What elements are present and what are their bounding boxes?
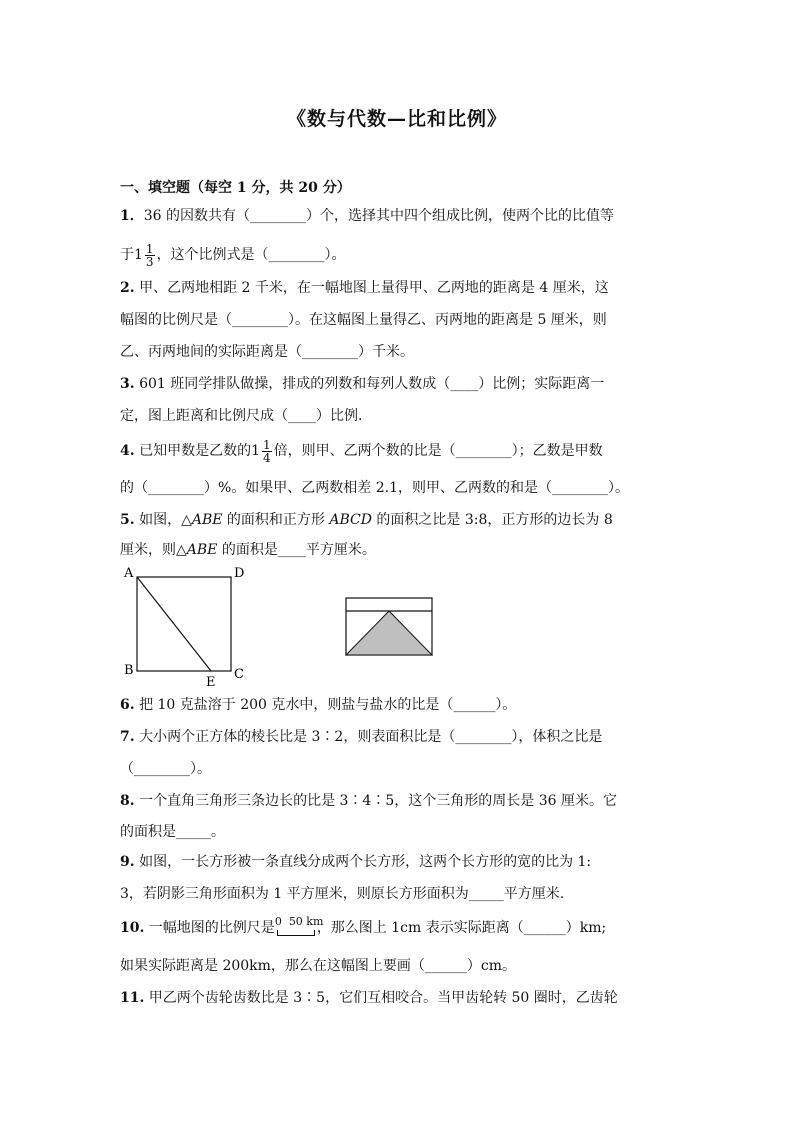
scale-label-distance: 50 km [288, 915, 324, 928]
question-4-fraction [262, 439, 272, 464]
question-9-number: 9. [120, 854, 135, 870]
question-1-number: 1． [120, 208, 144, 224]
question-1-line-2 [120, 240, 680, 270]
question-10-text-1a: 一幅地图的比例尺是 [144, 920, 275, 936]
question-6-line-1 [120, 695, 680, 715]
question-4-fraction-numerator: 1 [263, 437, 271, 452]
question-8-number: 8. [120, 793, 135, 809]
question-10-line-1 [120, 915, 680, 938]
question-7-text-1: 大小两个正方体的棱长比是 3∶2，则表面积比是（________），体积之比是 [134, 729, 603, 745]
label-d: D [234, 566, 245, 581]
question-3-number: 3. [120, 376, 135, 392]
question-1-fraction-numerator: 1 [145, 241, 154, 256]
section-heading: 一、填空题（每空 1 分，共 20 分） [120, 180, 351, 196]
question-4-number: 4. [120, 443, 135, 459]
question-5-text-2a: 厘米，则△ [120, 542, 187, 558]
question-4-fraction-denominator: 4 [263, 450, 271, 465]
question-2-line-1 [120, 278, 680, 298]
split-rectangle-figure [345, 597, 435, 657]
question-5-text-1a: 如图，△ [134, 512, 192, 528]
question-5-line-1 [120, 510, 680, 530]
question-5-text-1c: 的面积之比是 3:8，正方形的边长为 8 [371, 512, 613, 528]
shaded-triangle [346, 611, 432, 655]
question-4-line-2: 的（________）%。如果甲、乙两数相差 2.1，则甲、乙两数的和是（________）。 [120, 480, 630, 496]
question-11-line-1 [120, 988, 680, 1008]
question-9-text-1: 如图，一长方形被一条直线分成两个长方形，这两个长方形的宽的比为 1: [134, 854, 592, 870]
label-e: E [206, 675, 216, 690]
question-2-line-3: 乙、丙两地间的实际距离是（________）千米。 [120, 344, 414, 360]
question-1-text-2a: 于 [120, 247, 134, 263]
question-5-triangle-label-2: ABE [186, 542, 218, 558]
question-5-text-1b: 的面积和正方形 [222, 512, 330, 528]
question-7-line-1 [120, 727, 680, 747]
question-3-text-1: 601 班同学排队做操，排成的列数和每列人数成（____）比例；实际距离一 [134, 376, 605, 392]
question-3-line-1 [120, 374, 680, 394]
question-8-line-1 [120, 791, 680, 811]
question-1-text-1: 36 的因数共有（________）个，选择其中四个组成比例，使两个比的比值等 [143, 208, 615, 224]
scale-label-zero: 0 [274, 915, 282, 928]
question-4-text-1a: 已知甲数是乙数的 [134, 443, 252, 459]
question-2-text-1: 甲、乙两地相距 2 千米，在一幅地图上量得甲、乙两地的距离是 4 厘米，这 [134, 280, 609, 296]
question-9-line-1 [120, 852, 680, 872]
square-outline [137, 577, 231, 671]
question-5-text-2b: 的面积是____平方厘米。 [217, 542, 376, 558]
question-8-text-1: 一个直角三角形三条边长的比是 3∶4∶5，这个三角形的周长是 36 厘米。它 [134, 793, 617, 809]
question-10-text-1b: ，那么图上 1cm 表示实际距离（______）km; [316, 920, 607, 936]
question-10-number: 10. [120, 920, 145, 936]
question-4-line-1 [120, 436, 680, 466]
question-1-fraction-whole: 1 [134, 247, 143, 263]
question-5-line-2 [120, 540, 680, 560]
square-abcd-figure [120, 562, 260, 690]
question-1-text-2b: ，这个比例式是（________）。 [156, 247, 346, 263]
question-1-line-1 [120, 206, 680, 226]
question-10-line-2: 如果实际距离是 200km，那么在这幅图上要画（______）cm。 [120, 958, 517, 974]
diagonal-line-ae [137, 577, 211, 671]
question-1-fraction-denominator: 3 [145, 254, 154, 269]
question-6-number: 6. [120, 697, 135, 713]
question-2-number: 2. [120, 280, 135, 296]
question-9-line-2: 3，若阴影三角形面积为 1 平方厘米，则原长方形面积为_____平方厘米. [120, 886, 565, 902]
question-5-number: 5. [120, 512, 135, 528]
question-8-line-2: 的面积是_____。 [120, 824, 225, 840]
scale-bar-line [277, 930, 315, 936]
label-b: B [124, 663, 134, 678]
page-title: 《数与代数—比和比例》 [286, 108, 507, 130]
question-11-text-1: 甲乙两个齿轮齿数比是 3∶5，它们互相咬合。当甲齿轮转 50 圈时，乙齿轮 [144, 990, 618, 1006]
question-4-text-1b: 倍，则甲、乙两个数的比是（________）；乙数是甲数 [273, 443, 603, 459]
question-2-line-2: 幅图的比例尺是（________）。在这幅图上量得乙、丙两地的距离是 5 厘米，则 [120, 312, 607, 328]
label-a: A [124, 566, 134, 581]
question-1-fraction [145, 243, 155, 268]
map-scale-bar [274, 915, 324, 938]
question-5-square-label: ABCD [329, 512, 372, 528]
question-7-number: 7. [120, 729, 135, 745]
label-c: C [234, 667, 244, 682]
question-3-line-2: 定，图上距离和比例尺成（____）比例. [120, 408, 363, 424]
question-11-number: 11. [120, 990, 145, 1006]
question-5-triangle-label: ABE [191, 512, 223, 528]
question-6-text: 把 10 克盐溶于 200 克水中，则盐与盐水的比是（______）。 [134, 697, 517, 713]
question-4-fraction-whole: 1 [251, 443, 260, 459]
question-7-line-2: （________）。 [120, 761, 211, 777]
